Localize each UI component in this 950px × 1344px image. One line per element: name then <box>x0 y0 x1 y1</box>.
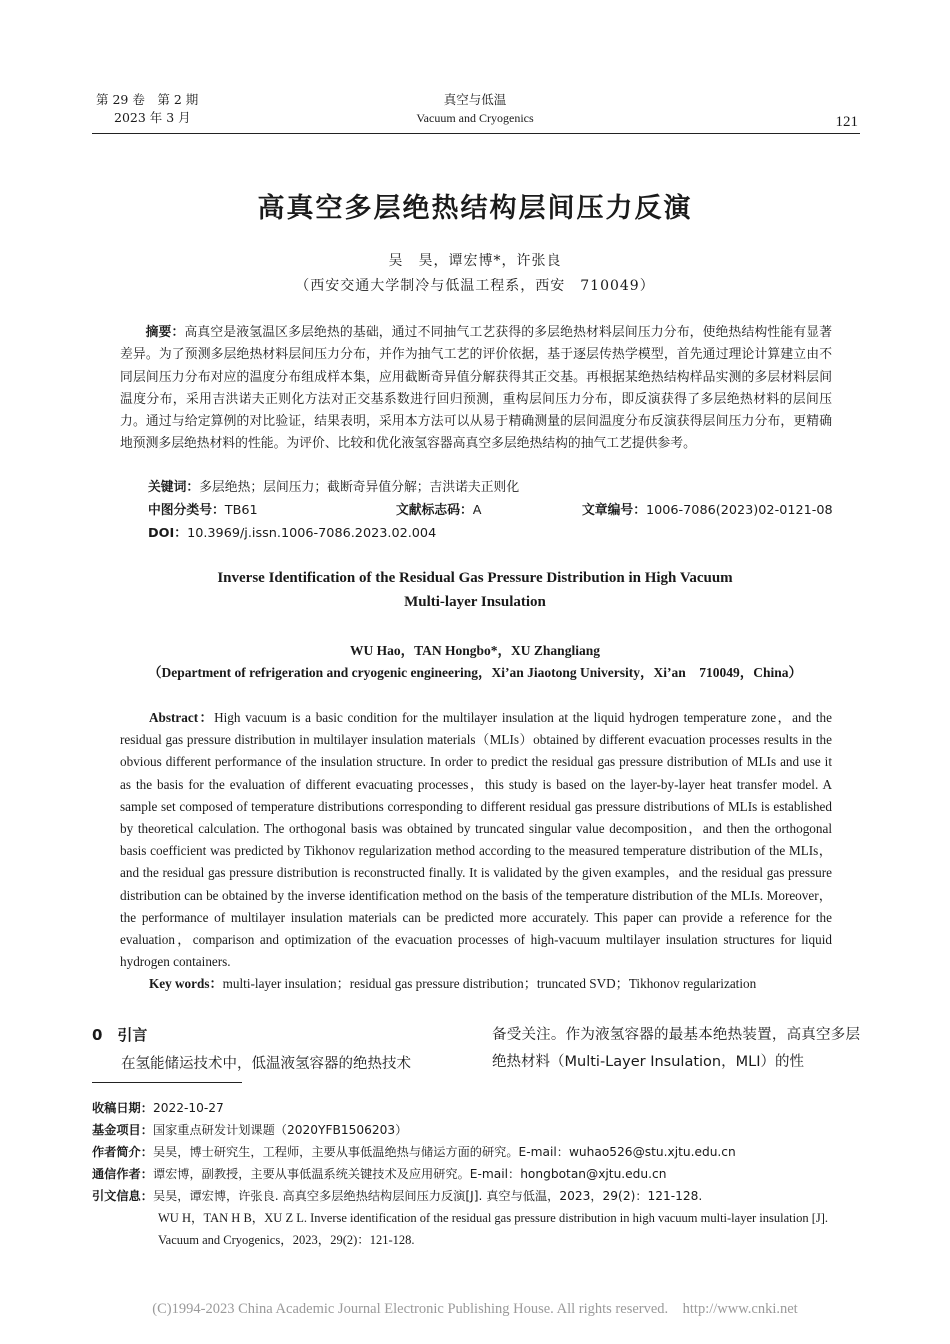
footnotes <box>92 1097 867 1251</box>
journal-name-en: Vacuum and Cryogenics <box>416 111 534 125</box>
classification-code: 中图分类号：TB61 <box>148 503 258 518</box>
citation-info: 引文信息：吴昊，谭宏博，许张良. 高真空多层绝热结构层间压力反演[J]. 真空与低温，2023，29(2)：121-128. <box>92 1189 703 1203</box>
copyright-watermark: (C)1994-2023 China Academic Journal Electronic Publishing House. All rights reserved. http://www.cnki.net <box>152 1301 798 1317</box>
author-bio: 作者简介：吴昊，博士研究生，工程师，主要从事低温绝热与储运方面的研究。E-mail：wuhao526@stu.xjtu.edu.cn <box>92 1145 736 1159</box>
fund-info: 基金项目：国家重点研发计划课题（2020YFB1506203） <box>92 1123 408 1137</box>
abstract-en-text: High vacuum is a basic condition for the multilayer insulation at the liquid hydrogen temperature zone，and the residual gas pressure distribution in multilayer insulation materials（MLIs）obtained by different evacuation processes results in the obvious different performance of the insulation structure. In order to predict the residual gas pressure distribution of MLIs and use it as the basis for the evaluation of different evacuating processes，this study is based on the layer-by-layer heat transfer model. A sample set composed of temperature distributions corresponding to different residual gas pressure distributions of MLIs is established by theoretical calculation. The orthogonal basis was obtained by truncated singular value decomposition，and then the orthogonal basis coefficient was predicted by Tikhonov regularization method according to the measured temperature distribution of the MLIs，and the residual gas pressure distribution is reconstructed finally. It is validated by the given examples，and the residual gas pressure distribution can be obtained by the inverse identification method on the basis of the temperature distribution of the MLIs. Moreover，the performance of multilayer insulation materials can be predicted more accurately. This paper can provide a reference for the evaluation，comparison and optimization of the evacuation processes of high-vacuum multilayer insulation structures for liquid hydrogen containers. <box>120 710 832 970</box>
footnote-rule <box>92 1082 242 1083</box>
abstract-en-label: Abstract： <box>149 710 215 725</box>
header-rule <box>92 133 860 134</box>
keywords-cn-label: 关键词： <box>148 480 200 495</box>
paper-title-en: Inverse Identification of the Residual Gas Pressure Distribution in High Vacuum Multi-layer Insulation <box>217 570 733 610</box>
keywords-cn <box>148 476 519 495</box>
affiliation-cn: （西安交通大学制冷与低温工程系，西安 710049） <box>295 278 655 294</box>
doi: DOI：10.3969/j.issn.1006-7086.2023.02.004 <box>148 526 437 541</box>
keywords-en-label: Key words： <box>149 976 223 992</box>
keywords-cn-text: 多层绝热；层间压力；截断奇异值分解；吉洪诺夫正则化 <box>199 480 520 495</box>
volume-issue: 第 29 卷 第 2 期 <box>96 92 199 107</box>
page-number: 121 <box>835 114 858 130</box>
authors-en: WU Hao，TAN Hongbo*，XU Zhangliang <box>350 643 600 658</box>
received-date: 收稿日期：2022-10-27 <box>92 1101 224 1115</box>
abstract-cn-text: 高真空是液氢温区多层绝热的基础，通过不同抽气工艺获得的多层绝热材料层间压力分布，使绝热结构性能有显著差异。为了预测多层绝热材料层间压力分布，并作为抽气工艺的评价依据，基于逐层传热学模型，首先通过理论计算建立由不同层间压力分布对应的温度分布组成样本集，应用截断奇异值分解获得其正交基。再根据某绝热结构样品实测的多层材料层间温度分布，采用吉洪诺夫正则化方法对正交基系数进行回归预测，重构层间压力分布，即反演获得了多层绝热材料的层间压力。通过与给定算例的对比验证，结果表明，采用本方法可以从易于精确测量的层间温度分布反演获得层间压力分布，更精确地预测多层绝热材料的性能。为评价、比较和优化液氢容器高真空多层绝热结构的抽气工艺提供参考。 <box>120 325 833 452</box>
abstract-cn-label: 摘要： <box>145 325 185 340</box>
citation-info-en: WU H，TAN H B，XU Z L. Inverse identification of the residual gas pressure distribution in high vacuum multi-layer insulation [J]. Vacuum and Cryogenics，2023，29(2)：121-128. <box>158 1211 829 1247</box>
intro-right-column: 备受关注。作为液氢容器的最基本绝热装置，高真空多层绝热材料（Multi-Layer Insulation，MLI）的性 <box>492 1027 860 1070</box>
keywords-en-text: multi-layer insulation；residual gas pressure distribution；truncated SVD；Tikhonov regularization <box>222 976 757 992</box>
issue-date: 2023 年 3 月 <box>114 110 191 125</box>
journal-name <box>0 91 950 127</box>
section-heading-introduction: 0 引言 <box>92 1026 148 1044</box>
abstract-cn <box>120 322 832 456</box>
paper-title-cn: 高真空多层绝热结构层间压力反演 <box>257 193 693 224</box>
authors-cn: 吴 昊，谭宏博*，许张良 <box>388 253 562 269</box>
corresponding-author: 通信作者：谭宏博，副教授，主要从事低温系统关键技术及应用研究。E-mail：hongbotan@xjtu.edu.cn <box>92 1167 667 1181</box>
document-code: 文献标志码：A <box>396 503 482 518</box>
intro-left-column: 在氢能储运技术中，低温液氢容器的绝热技术 <box>121 1056 411 1072</box>
journal-name-cn: 真空与低温 <box>443 92 507 107</box>
article-number: 文章编号：1006-7086(2023)02-0121-08 <box>582 503 833 518</box>
abstract-en <box>120 707 832 996</box>
affiliation-en: （Department of refrigeration and cryogenic engineering，Xi’an Jiaotong University，Xi’an 710049，China） <box>147 665 803 680</box>
